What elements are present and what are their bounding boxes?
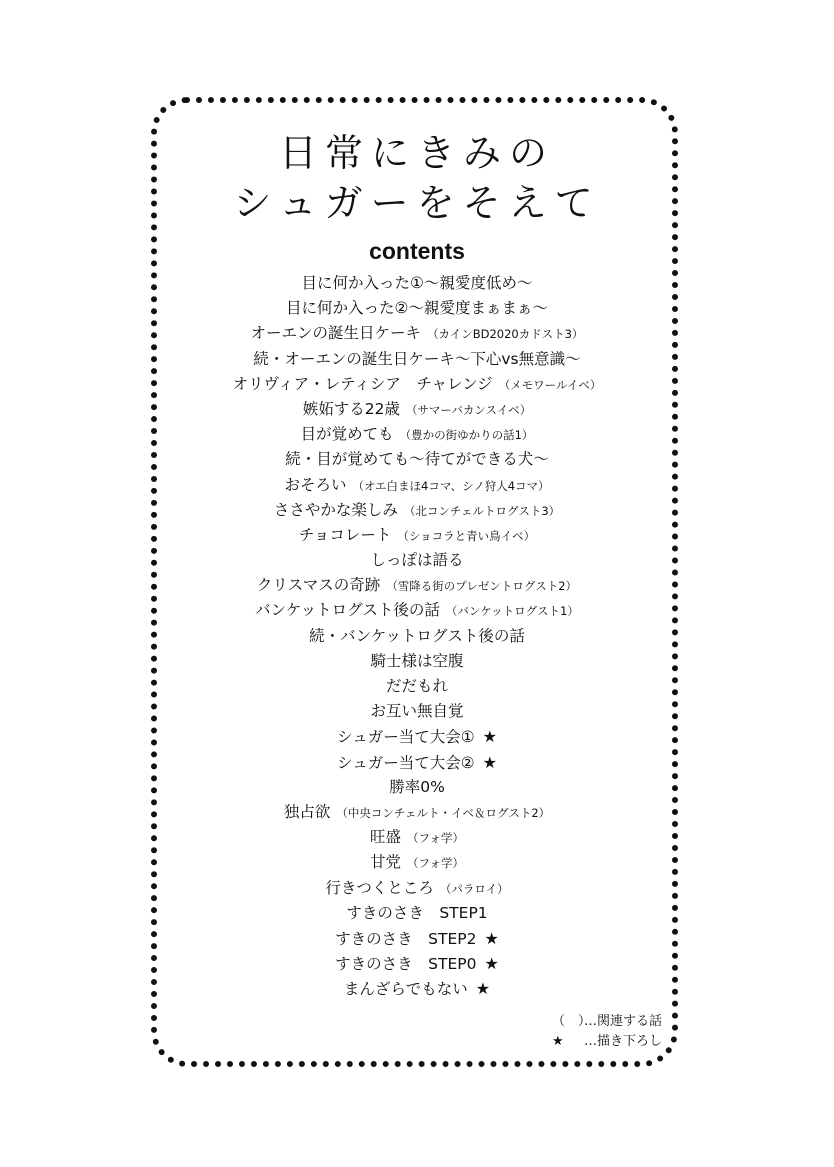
toc-entry-note: （フォ学） [407, 831, 464, 846]
toc-entry-title: 甘党 [370, 853, 402, 872]
toc-entry-note: （フォ学） [407, 856, 464, 871]
toc-entry-title: すきのさき STEP1 [346, 903, 488, 922]
toc-entry [180, 347, 654, 372]
toc-entry-title: 騎士様は空腹 [370, 651, 464, 670]
legend-row-related [552, 1012, 662, 1032]
toc-entry-title: 目が覚めても [300, 425, 394, 444]
toc-entry [180, 674, 654, 699]
toc-entry [180, 951, 654, 976]
toc-entry-title: チョコレート [298, 525, 392, 544]
star-icon: ★ [482, 752, 497, 772]
toc-entry-title: 続・バンケットログスト後の話 [309, 626, 525, 645]
toc-entry-note: （ショコラと青い鳥イベ） [397, 528, 536, 543]
toc-entry-title: 続・目が覚めても～待てができる犬～ [285, 450, 549, 469]
toc-entry-title: 目に何か入った②～親愛度まぁまぁ～ [286, 299, 548, 318]
toc-entry-note: （中央コンチェルト・イベ＆ログスト2） [336, 805, 551, 820]
toc-entry-title: 勝率0% [389, 777, 445, 796]
toc-entry-title: ささやかな楽しみ [273, 500, 398, 519]
toc-entry-title: おそろい [284, 475, 347, 494]
toc-entry-title: 行きつくところ [325, 878, 434, 897]
toc-entry [180, 724, 654, 749]
toc-entry-note: （メモワールイベ） [498, 377, 602, 392]
contents-heading: contents [369, 238, 465, 264]
toc-entry [180, 699, 654, 724]
toc-entry-title: お互い無自覚 [370, 702, 464, 721]
toc-entry-title: しっぽは語る [370, 551, 464, 570]
toc-entry-title: すきのさき STEP2 [335, 929, 477, 948]
toc-entry-title: 旺盛 [370, 828, 402, 847]
toc-entry [180, 372, 654, 397]
toc-entry-note: （カインBD2020カドスト3） [427, 327, 584, 342]
toc-entry-note: （北コンチェルトログスト3） [403, 503, 561, 518]
legend-text-new: …描き下ろし [583, 1034, 662, 1049]
toc-entry [180, 473, 654, 498]
star-icon: ★ [475, 979, 491, 999]
toc-entry-title: クリスマスの奇跡 [256, 576, 381, 595]
toc-entry [180, 397, 654, 422]
toc-entry [180, 649, 654, 674]
toc-entry-title: 続・オーエンの誕生日ケーキ～下心vs無意識～ [253, 349, 581, 368]
legend-row-new [552, 1032, 662, 1052]
toc-entry [180, 876, 654, 901]
star-icon: ★ [551, 1034, 564, 1049]
toc-entry [180, 271, 654, 296]
toc-entry [180, 296, 654, 321]
toc-entry-note: （豊かの街ゆかりの話1） [399, 428, 534, 443]
toc-entry [180, 447, 654, 472]
toc-entry-title: 独占欲 [283, 802, 331, 821]
toc-entry-title: バンケットログスト後の話 [255, 601, 440, 620]
book-title-line-2: シュガーをそえて [233, 181, 601, 225]
toc-entry-note: （バンケットログスト1） [445, 604, 579, 619]
toc-entry [180, 548, 654, 573]
toc-entry [180, 976, 654, 1001]
legend-symbol-parentheses: （ ） [551, 1014, 591, 1029]
toc-entry [180, 800, 654, 825]
toc-entry [180, 498, 654, 523]
star-icon: ★ [484, 928, 499, 948]
toc-entry-title: だだもれ [385, 677, 448, 695]
toc-entry-note: （サマーバカンスイベ） [405, 402, 532, 417]
toc-entry [180, 750, 654, 775]
toc-entry-title: 嫉妬する22歳 [302, 399, 400, 418]
toc-entry [180, 422, 654, 447]
star-icon: ★ [482, 727, 497, 747]
toc-entry-title: オーエンの誕生日ケーキ [250, 324, 422, 343]
toc-entry-note: （パラロイ） [439, 881, 509, 896]
book-title-line-1: 日常にきみの [278, 131, 555, 175]
toc-entry [180, 598, 654, 623]
toc-entry [180, 901, 654, 926]
toc-entry-note: （オエ白まほ4コマ、シノ狩人4コマ） [352, 478, 550, 493]
toc-entry-note: （雪降る街のプレゼントログスト2） [386, 579, 578, 594]
toc-entry [180, 523, 654, 548]
toc-entry [180, 775, 654, 800]
toc-entry-title: シュガー当て大会② [337, 753, 475, 772]
star-icon: ★ [484, 954, 499, 974]
toc-entry-title: 目に何か入った①～親愛度低め～ [301, 274, 533, 292]
legend-text-related: …関連する話 [583, 1014, 662, 1029]
toc-entry-title: オリヴィア・レティシア チャレンジ [232, 374, 493, 393]
toc-entry [180, 850, 654, 875]
toc-entry-title: まんざらでもない [343, 980, 468, 999]
toc-entry [180, 825, 654, 850]
toc-entry [180, 926, 654, 951]
toc-entry [180, 573, 654, 598]
toc-entry-title: シュガー当て大会① [337, 728, 475, 747]
toc-entry [180, 624, 654, 649]
legend [552, 1012, 662, 1052]
table-of-contents [180, 271, 654, 1001]
book-title [0, 128, 834, 228]
toc-entry-title: すきのさき STEP0 [335, 955, 477, 974]
toc-entry [180, 321, 654, 346]
